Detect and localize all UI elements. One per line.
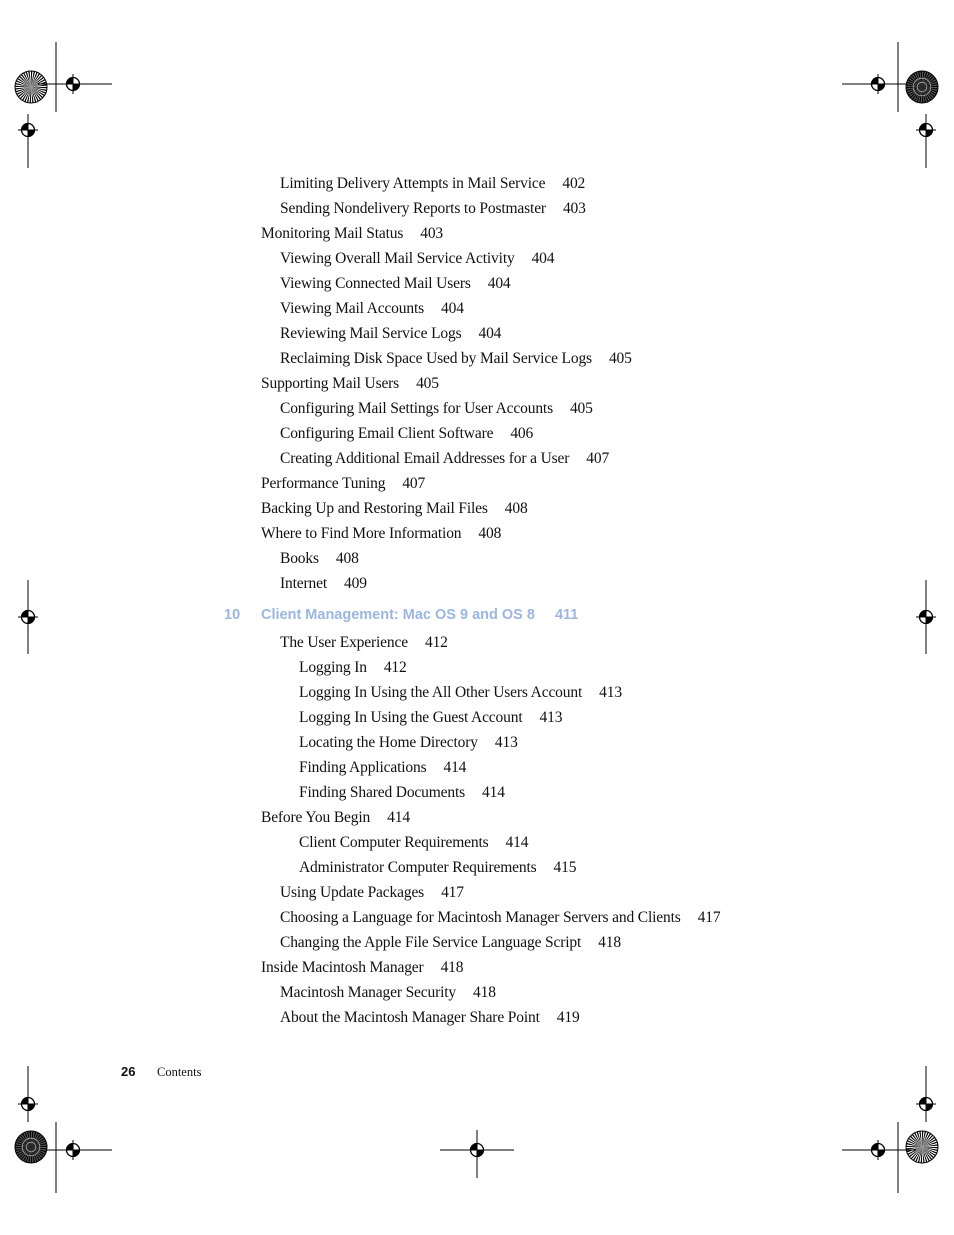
toc-entry-title: Viewing Overall Mail Service Activity	[280, 250, 515, 267]
toc-entry-title: Monitoring Mail Status	[261, 225, 404, 242]
toc-entry-title: Supporting Mail Users	[261, 375, 400, 392]
toc-entry-title: Before You Begin	[261, 809, 371, 826]
star-target-mark	[906, 1131, 938, 1163]
footer-page-number: 26	[121, 1064, 136, 1079]
toc-entry-page: 404	[487, 275, 511, 292]
toc-entry-page: 406	[510, 425, 534, 442]
toc-entry-title: Macintosh Manager Security	[280, 984, 457, 1001]
toc-entry-page: 409	[344, 575, 367, 592]
toc-entry-title: Books	[280, 550, 319, 567]
registration-mark	[63, 74, 83, 94]
chapter-number: 10	[224, 607, 241, 623]
registration-mark	[18, 120, 38, 140]
toc-entry-page: 413	[599, 684, 622, 701]
toc-entry-title: Configuring Email Client Software	[280, 425, 494, 442]
toc-entry-title: Finding Shared Documents	[299, 784, 466, 801]
toc-entry-title: Finding Applications	[299, 759, 427, 776]
toc-entry-page: 405	[569, 400, 593, 417]
toc-entry-page: 404	[531, 250, 555, 267]
toc-entry-page: 415	[553, 859, 577, 876]
toc-entry-page: 403	[420, 225, 444, 242]
toc-entry-page: 418	[473, 984, 496, 1001]
toc-entry-title: Inside Macintosh Manager	[261, 959, 424, 976]
toc-entry-page: 417	[441, 884, 464, 901]
star-target-mark	[906, 71, 938, 103]
registration-mark	[916, 607, 936, 627]
toc-entry-title: Sending Nondelivery Reports to Postmaster	[280, 200, 546, 217]
toc-entry-page: 414	[482, 784, 505, 801]
toc-entry-page: 408	[504, 500, 528, 517]
star-target-mark	[15, 1131, 47, 1163]
toc-entry-title: Changing the Apple File Service Language Script	[280, 934, 582, 951]
registration-mark	[916, 1094, 936, 1114]
chapter-page-number: 411	[554, 607, 579, 623]
toc-entry-title: Viewing Connected Mail Users	[280, 275, 471, 292]
toc-entry-page: 414	[443, 759, 467, 776]
toc-entry-title: Locating the Home Directory	[299, 734, 478, 751]
toc-entry-page: 403	[562, 200, 586, 217]
toc-entry-title: Reviewing Mail Service Logs	[280, 325, 462, 342]
toc-entry-title: Internet	[280, 575, 327, 592]
toc-entry-title: Choosing a Language for Macintosh Manager Servers and Clients	[280, 909, 681, 926]
toc-entry-page: 412	[383, 659, 407, 676]
toc-entry-title: Logging In Using the Guest Account	[299, 709, 523, 726]
toc-entry-page: 413	[494, 734, 518, 751]
toc-entry-title: Viewing Mail Accounts	[280, 300, 425, 317]
toc-entry-page: 418	[598, 934, 621, 951]
chapter-title: Client Management: Mac OS 9 and OS 8	[261, 607, 535, 623]
toc-entry-page: 404	[441, 300, 464, 317]
toc-entry-page: 405	[608, 350, 632, 367]
toc-entry-title: Logging In	[299, 659, 367, 676]
footer-section-label: Contents	[157, 1065, 202, 1079]
toc-entry-page: 414	[387, 809, 410, 826]
toc-entry-title: Performance Tuning	[261, 475, 386, 492]
toc-entry-page: 405	[416, 375, 439, 392]
toc-entry-title: Backing Up and Restoring Mail Files	[261, 500, 488, 517]
toc-entry-page: 414	[505, 834, 529, 851]
toc-entry-page: 413	[539, 709, 563, 726]
registration-mark	[467, 1140, 487, 1160]
toc-entry-page: 407	[402, 475, 426, 492]
toc-entry-title: The User Experience	[280, 634, 408, 651]
toc-entry-page: 418	[440, 959, 464, 976]
registration-mark	[868, 74, 888, 94]
toc-entry-title: Limiting Delivery Attempts in Mail Service	[280, 175, 546, 192]
toc-entry-title: Using Update Packages	[280, 884, 425, 901]
toc-entry-title: About the Macintosh Manager Share Point	[280, 1009, 540, 1026]
toc-entry-title: Creating Additional Email Addresses for a User	[280, 450, 570, 467]
star-target-mark	[15, 71, 47, 103]
registration-mark	[916, 120, 936, 140]
toc-entry-page: 407	[586, 450, 610, 467]
toc-entry-title: Configuring Mail Settings for User Accounts	[280, 400, 553, 417]
toc-entry-page: 412	[424, 634, 448, 651]
toc-entry-title: Reclaiming Disk Space Used by Mail Service Logs	[280, 350, 592, 367]
toc-entry-page: 417	[697, 909, 721, 926]
toc-entry-page: 419	[556, 1009, 580, 1026]
registration-mark	[18, 1094, 38, 1114]
toc-entry-page: 404	[478, 325, 502, 342]
registration-mark	[868, 1140, 888, 1160]
toc-entry-page: 408	[335, 550, 359, 567]
toc-entry-title: Client Computer Requirements	[299, 834, 489, 851]
toc-entry-title: Administrator Computer Requirements	[299, 859, 537, 876]
registration-mark	[63, 1140, 83, 1160]
toc-entry-title: Logging In Using the All Other Users Account	[299, 684, 583, 701]
toc-entry-title: Where to Find More Information	[261, 525, 462, 542]
registration-mark	[18, 607, 38, 627]
toc-entry-page: 402	[562, 175, 586, 192]
toc-entry-page: 408	[478, 525, 502, 542]
